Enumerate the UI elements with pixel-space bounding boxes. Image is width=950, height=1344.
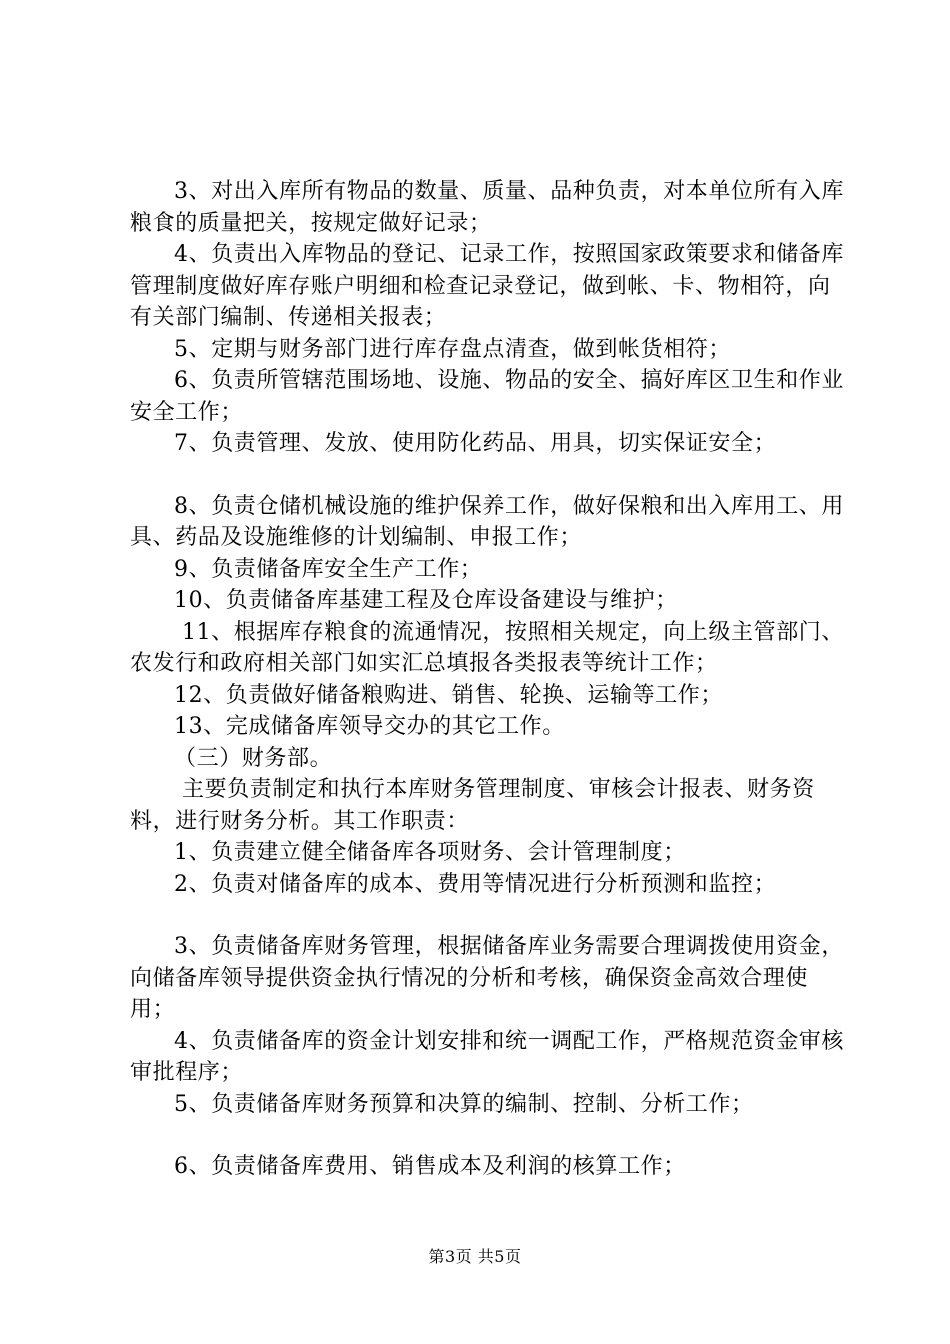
page-number-footer: 第3页 共5页 (428, 1247, 522, 1266)
paragraph-item-4: 4、负责出入库物品的登记、记录工作，按照国家政策要求和储备库管理制度做好库存账户明细和检查记录登记，做到帐、卡、物相符，向有关部门编制、传递相关报表； (130, 242, 844, 330)
paragraph-item-6: 6、负责所管辖范围场地、设施、物品的安全、搞好库区卫生和作业安全工作； (130, 368, 844, 425)
document-body (130, 176, 850, 1183)
finance-item-6: 6、负责储备库费用、销售成本及利润的核算工作； (174, 1154, 686, 1179)
paragraph-item-3: 3、对出入库所有物品的数量、质量、品种负责，对本单位所有入库粮食的质量把关，按规定做好记录； (130, 179, 844, 236)
section-heading-finance: （三）财务部。 (174, 745, 333, 771)
paragraph-item-12: 12、负责做好储备粮购进、销售、轮换、运输等工作； (174, 682, 723, 708)
finance-item-1: 1、负责建立健全储备库各项财务、会计管理制度； (174, 840, 686, 865)
finance-item-5: 5、负责储备库财务预算和决算的编制、控制、分析工作； (174, 1091, 754, 1117)
paragraph-item-13: 13、完成储备库领导交办的其它工作。 (174, 714, 565, 739)
paragraph-item-5: 5、定期与财务部门进行库存盘点清查，做到帐货相符； (174, 336, 731, 362)
paragraph-item-11: 11、根据库存粮食的流通情况，按照相关规定，向上级主管部门、农发行和政府相关部门如实汇总填报各类报表等统计工作； (130, 619, 844, 676)
finance-intro: 主要负责制定和执行本库财务管理制度、审核会计报表、财务资料，进行财务分析。其工作职责： (130, 777, 815, 834)
finance-item-3: 3、负责储备库财务管理，根据储备库业务需要合理调拨使用资金，向储备库领导提供资金执行情况的分析和考核，确保资金高效合理使用； (130, 934, 844, 1022)
finance-item-2: 2、负责对储备库的成本、费用等情况进行分析预测和监控； (174, 871, 777, 897)
finance-item-4: 4、负责储备库的资金计划安排和统一调配工作，严格规范资金审核审批程序； (130, 1028, 844, 1085)
paragraph-item-8: 8、负责仓储机械设施的维护保养工作，做好保粮和出入库用工、用具、药品及设施维修的计划编制、申报工作； (130, 493, 844, 550)
paragraph-item-9: 9、负责储备库安全生产工作； (174, 556, 483, 582)
paragraph-item-7: 7、负责管理、发放、使用防化药品、用具，切实保证安全； (174, 431, 777, 456)
paragraph-item-10: 10、负责储备库基建工程及仓库设备建设与维护； (174, 588, 678, 613)
